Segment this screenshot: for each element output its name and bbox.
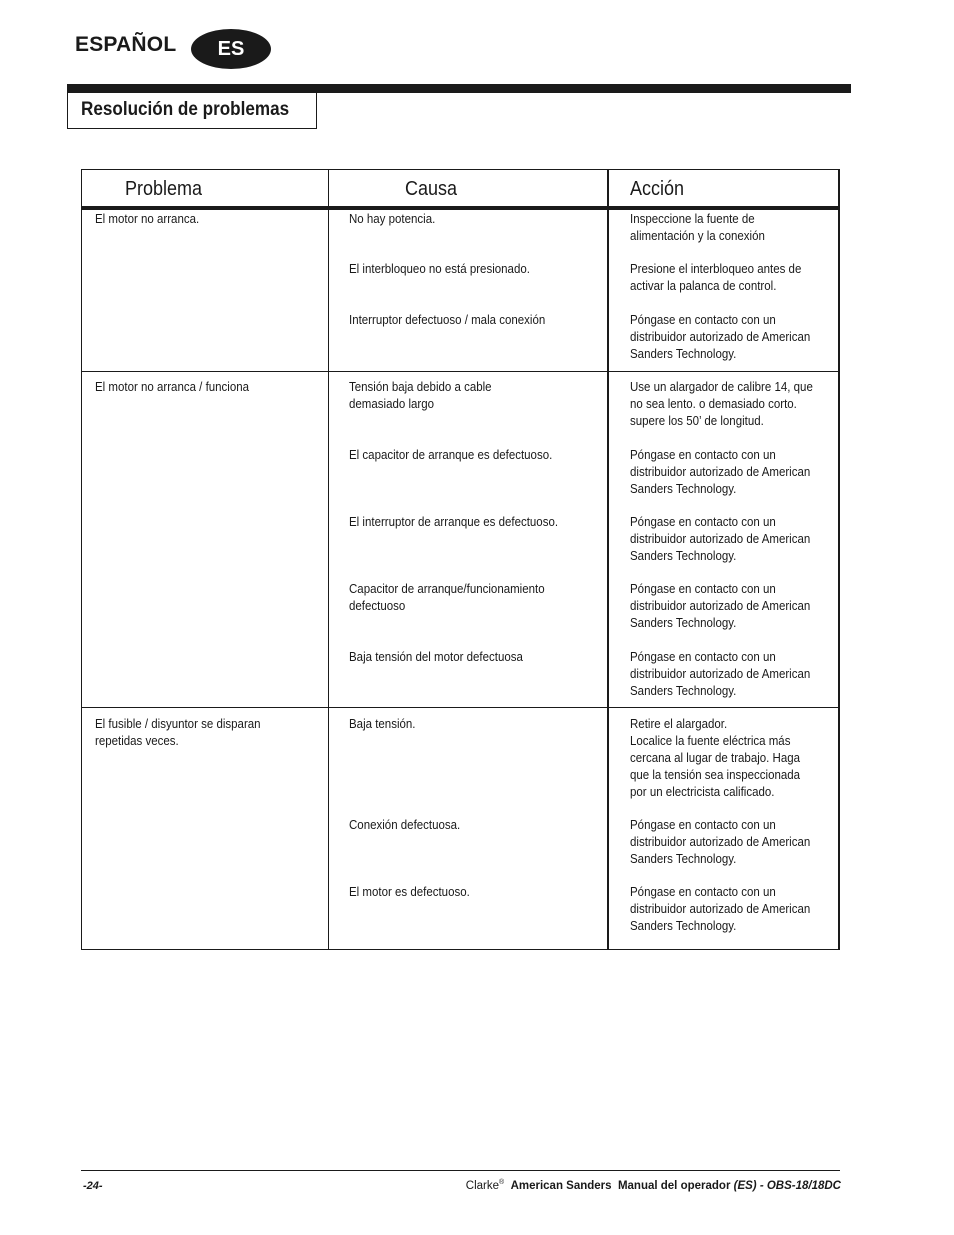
row-divider [82,707,838,708]
troubleshooting-table [81,169,840,950]
column-header-accion: Acción [630,178,685,200]
column-header-causa: Causa [405,178,458,200]
action-cell: Inspeccione la fuente de alimentación y la conexión [630,212,765,243]
registered-mark: ® [499,1179,505,1186]
cause-cell: Capacitor de arranque/funcionamiento defectuoso [349,582,545,613]
action-cell: Retire el alargador. Localice la fuente eléctrica más cercana al lugar de trabajo. Haga que la tensión sea inspeccionada por un electricista calificado. [630,717,801,799]
language-badge: ES [191,29,271,69]
action-cell: Póngase en contacto con un distribuidor autorizado de American Sanders Technology. [630,313,811,361]
language-label: ESPAÑOL [75,33,177,56]
action-cell: Póngase en contacto con un distribuidor autorizado de American Sanders Technology. [630,448,811,496]
action-cell: Póngase en contacto con un distribuidor autorizado de American Sanders Technology. [630,818,811,866]
footer-rule [81,1170,840,1171]
column-divider [607,170,609,949]
footer-model: - OBS-18/18DC [759,1179,841,1192]
header-rule [82,206,840,210]
cause-cell: El interbloqueo no está presionado. [349,262,530,276]
cause-cell: Baja tensión. [349,717,416,731]
cause-cell: El interruptor de arranque es defectuoso. [349,515,559,529]
cause-cell: Conexión defectuosa. [349,818,461,832]
footer-language-code: (ES) [733,1179,757,1192]
action-cell: Póngase en contacto con un distribuidor autorizado de American Sanders Technology. [630,582,811,630]
page-number: -24- [83,1180,103,1192]
section-title: Resolución de problemas [81,99,290,120]
footer-company: American Sanders [510,1179,612,1192]
cause-cell: No hay potencia. [349,212,436,226]
cause-cell: Interruptor defectuoso / mala conexión [349,313,546,327]
problem-cell: El fusible / disyuntor se disparan repetidas veces. [95,717,261,748]
problem-cell: El motor no arranca / funciona [95,380,250,394]
cause-cell: El capacitor de arranque es defectuoso. [349,448,553,462]
row-divider [82,371,838,372]
action-cell: Póngase en contacto con un distribuidor autorizado de American Sanders Technology. [630,650,811,698]
footer-text [466,1179,841,1192]
action-cell: Presione el interbloqueo antes de activar la palanca de control. [630,262,802,293]
action-cell: Póngase en contacto con un distribuidor autorizado de American Sanders Technology. [630,885,811,933]
cause-cell: Baja tensión del motor defectuosa [349,650,523,664]
footer-brand: Clarke [465,1179,499,1192]
footer-manual: Manual del operador [617,1179,731,1192]
column-divider [328,170,329,949]
column-header-problema: Problema [125,178,203,200]
problem-cell: El motor no arranca. [95,212,200,226]
cause-cell: El motor es defectuoso. [349,885,470,899]
action-cell: Use un alargador de calibre 14, que no sea lento. o demasiado corto. supere los 50’ de longitud. [630,380,813,428]
action-cell: Póngase en contacto con un distribuidor autorizado de American Sanders Technology. [630,515,811,563]
cause-cell: Tensión baja debido a cable demasiado largo [349,380,492,411]
